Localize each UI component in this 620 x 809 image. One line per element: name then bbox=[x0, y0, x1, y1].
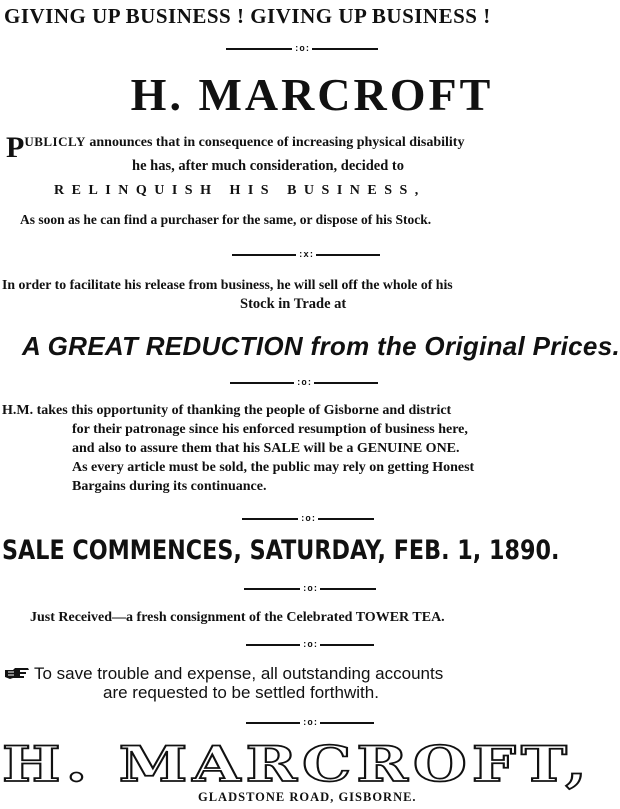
separator bbox=[226, 44, 378, 54]
headline: GIVING UP BUSINESS ! GIVING UP BUSINESS ! bbox=[4, 4, 491, 28]
separator bbox=[244, 584, 376, 594]
separator-mark: :o: bbox=[302, 640, 319, 650]
separator bbox=[232, 250, 380, 260]
separator-mark: :o: bbox=[302, 718, 319, 728]
thanks-line-4: As every article must be sold, the public may rely on getting Honest bbox=[72, 460, 475, 475]
thanks-line-2: for their patronage since his enforced resumption of business here, bbox=[72, 422, 468, 437]
separator-mark: :o: bbox=[300, 514, 317, 524]
footer-address: GLADSTONE ROAD, GISBORNE. bbox=[198, 790, 417, 804]
announcement-first-word: UBLICLY bbox=[24, 134, 86, 149]
thanks-line-1: H.M. takes this opportunity of thanking the people of Gisborne and district bbox=[2, 403, 452, 418]
thanks-line-5: Bargains during its continuance. bbox=[72, 479, 267, 494]
separator-mark: :x: bbox=[298, 250, 315, 260]
separator-mark: :o: bbox=[302, 584, 319, 594]
pointing-hand-icon bbox=[4, 665, 30, 679]
separator bbox=[230, 378, 378, 388]
separator-mark: :o: bbox=[296, 378, 313, 388]
sale-commences: SALE COMMENCES, SATURDAY, FEB. 1, 1890. bbox=[2, 535, 560, 566]
accounts-text-1: To save trouble and expense, all outstanding accounts bbox=[34, 664, 444, 683]
tower-tea-notice: Just Received—a fresh consignment of the Celebrated TOWER TEA. bbox=[30, 610, 445, 625]
great-reduction: A GREAT REDUCTION from the Original Prices. bbox=[22, 331, 620, 361]
thanks-line-3: and also to assure them that his SALE will be a GENUINE ONE. bbox=[72, 441, 460, 456]
separator bbox=[246, 718, 374, 728]
announcement-line-1-rest: announces that in consequence of increasing physical disability bbox=[89, 135, 465, 150]
accounts-line-2: are requested to be settled forthwith. bbox=[103, 683, 379, 702]
relinquish-notice: RELINQUISH HIS BUSINESS, bbox=[54, 183, 426, 198]
announcement-line-4: As soon as he can find a purchaser for the same, or dispose of his Stock. bbox=[20, 212, 432, 227]
separator bbox=[246, 640, 374, 650]
merchant-name: H. MARCROFT bbox=[130, 69, 494, 120]
separator bbox=[242, 514, 374, 524]
drop-cap: P bbox=[6, 131, 25, 164]
separator-mark: :o: bbox=[294, 44, 311, 54]
sale-notice-line-1: In order to facilitate his release from business, he will sell off the whole of his bbox=[2, 277, 453, 292]
sale-notice-line-2: Stock in Trade at bbox=[240, 296, 347, 312]
footer-name: H. MARCROFT, bbox=[2, 736, 592, 793]
accounts-line-1 bbox=[4, 664, 620, 684]
announcement-line-2: he has, after much consideration, decided to bbox=[132, 158, 405, 174]
